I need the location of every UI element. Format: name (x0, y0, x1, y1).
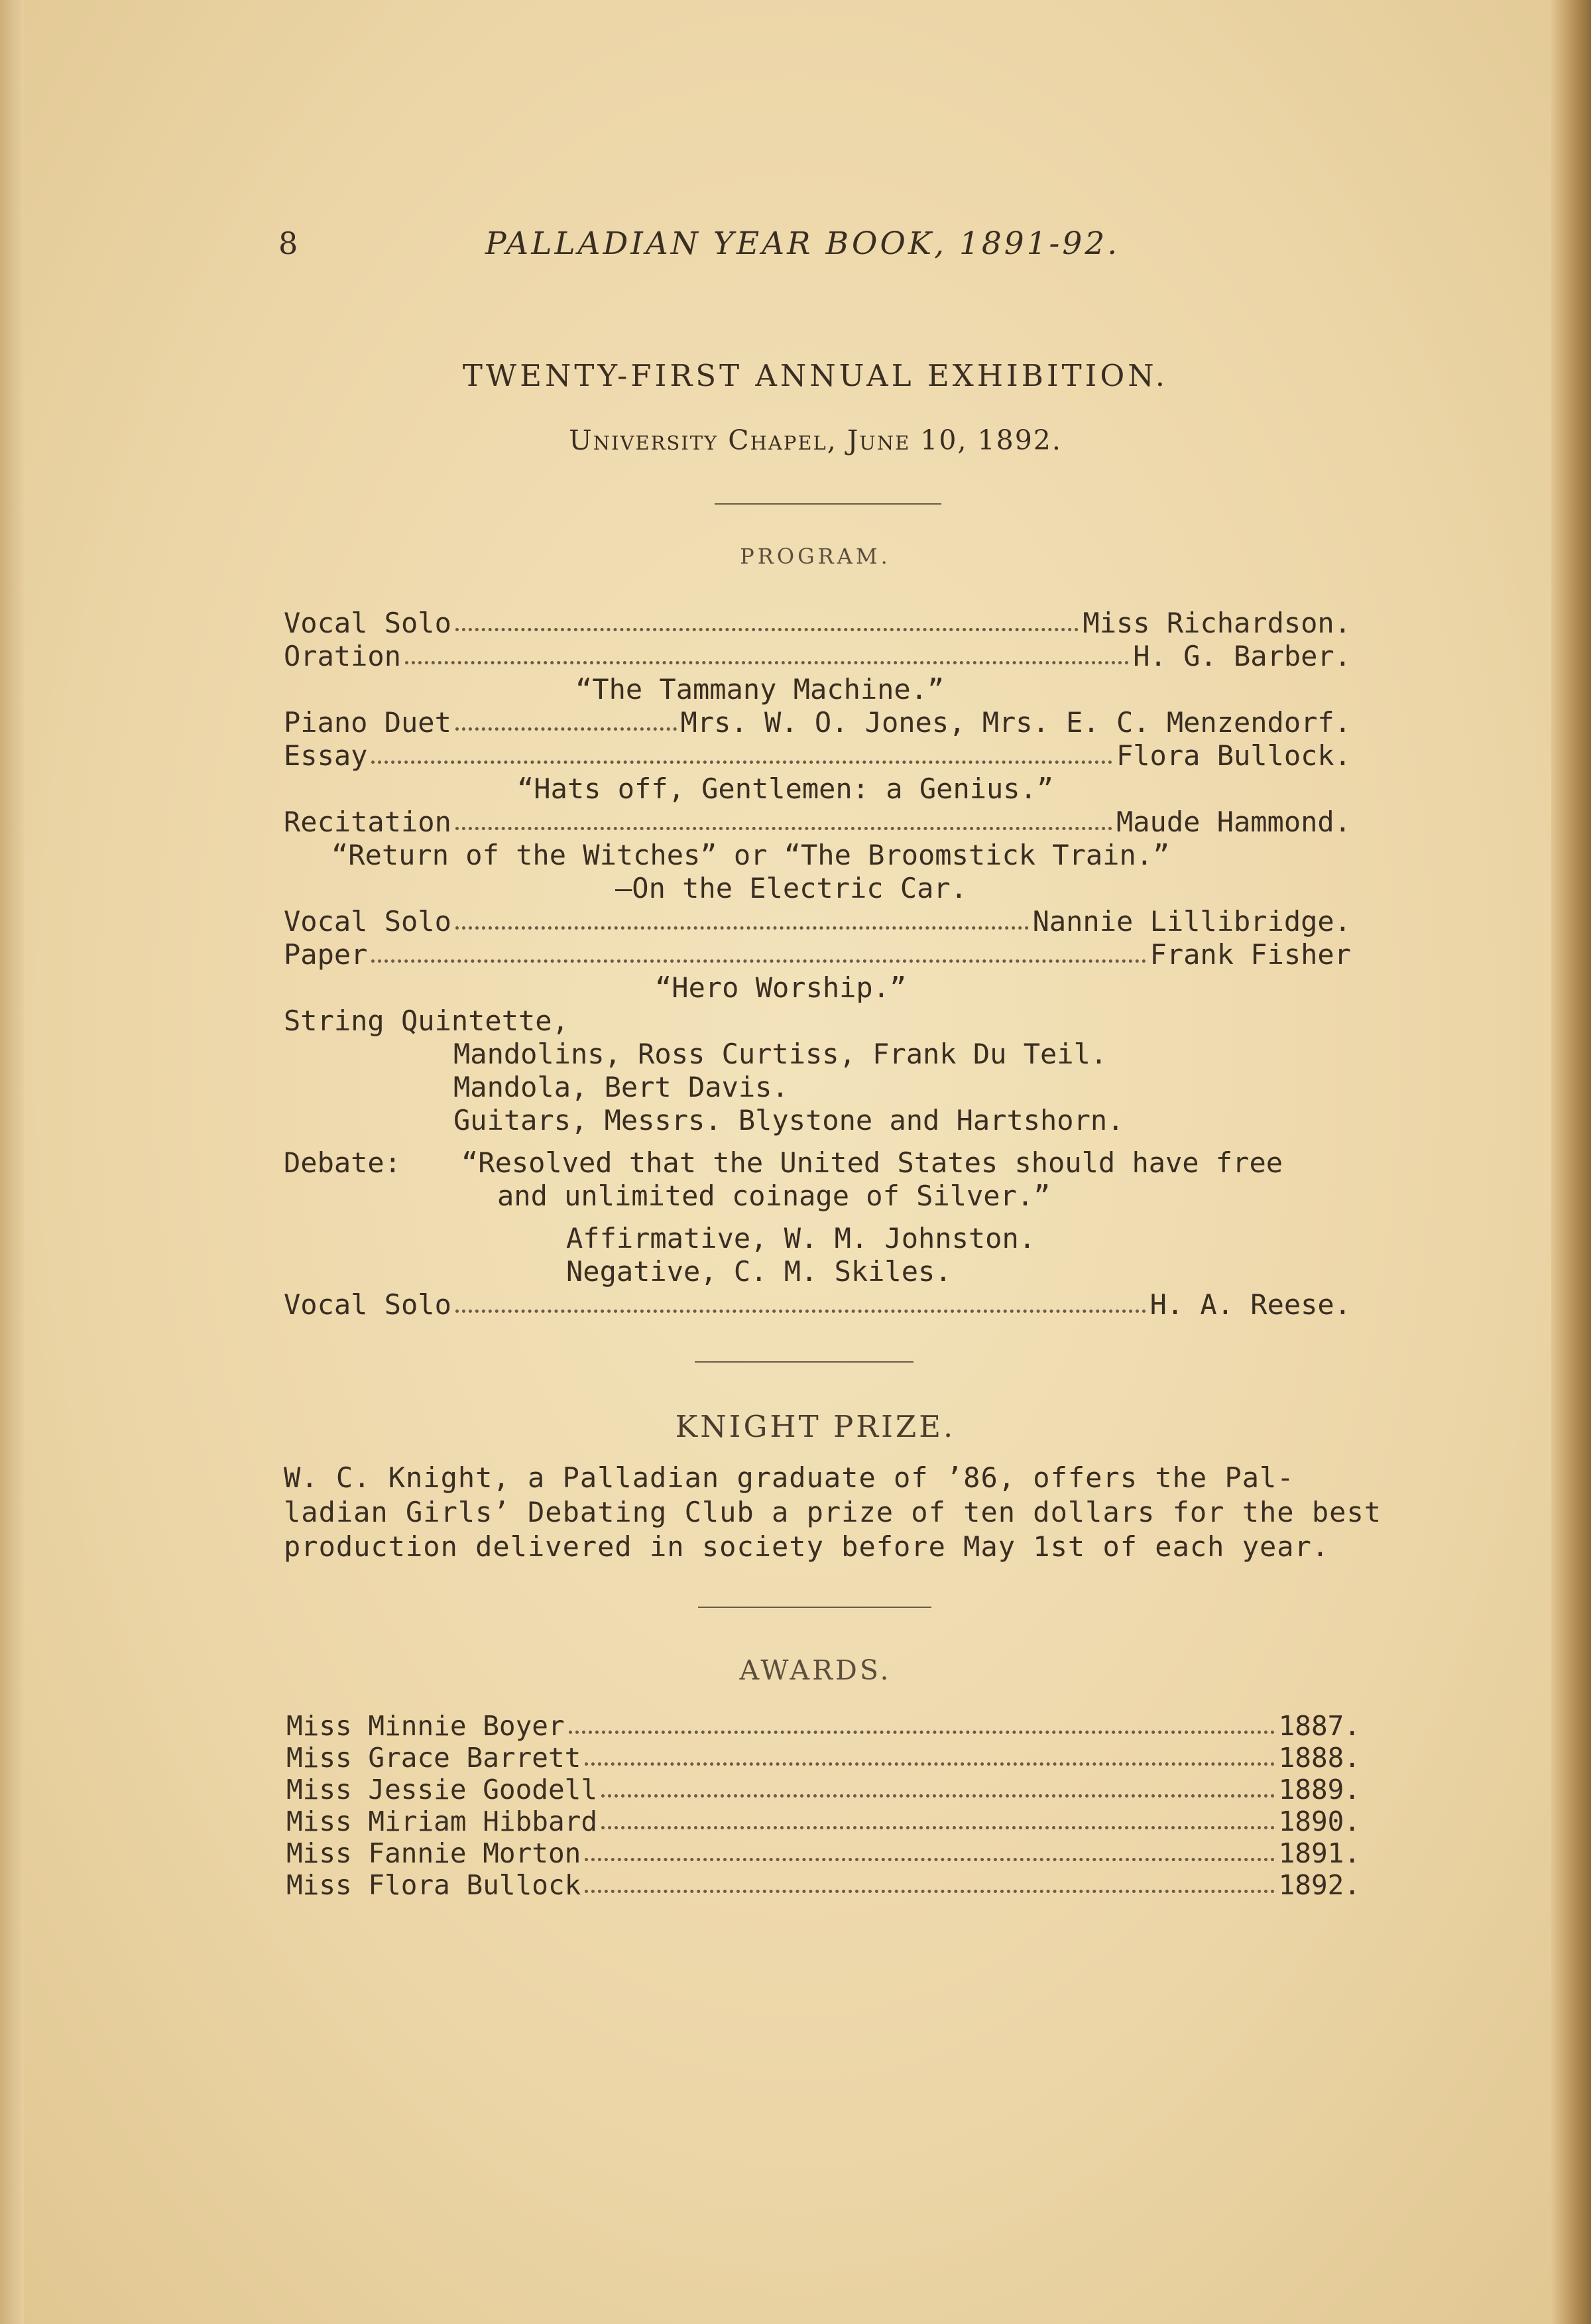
debate-negative: Negative, C. M. Skiles. (566, 1255, 952, 1288)
debate-affirmative: Affirmative, W. M. Johnston. (566, 1222, 1036, 1254)
program-entry (284, 904, 1351, 939)
award-year: 1891. (1278, 1837, 1360, 1869)
leader-dots (371, 739, 1112, 764)
program-entry-label: Vocal Solo (284, 1288, 451, 1321)
awards-heading: AWARDS. (739, 1654, 892, 1686)
program-entry-performer: Maude Hammond. (1116, 806, 1351, 838)
program-entry-performer: H. G. Barber. (1133, 640, 1351, 672)
award-name: Miss Grace Barrett (286, 1742, 581, 1774)
award-year: 1892. (1278, 1869, 1360, 1901)
program-entry-performer: Frank Fisher (1149, 938, 1351, 971)
program-heading: PROGRAM. (740, 544, 891, 569)
quintette-line: Mandola, Bert Davis. (453, 1071, 789, 1103)
knight-prize-line: W. C. Knight, a Palladian graduate of ’86, offers the Pal- (284, 1461, 1295, 1494)
program-entry (284, 739, 1351, 773)
quintette-line: Mandolins, Ross Curtiss, Frank Du Teil. (453, 1038, 1108, 1070)
program-entry (284, 606, 1351, 641)
program-subtitle: “The Tammany Machine.” (575, 673, 945, 705)
program-entry (284, 1288, 1351, 1322)
leader-dots (601, 1774, 1275, 1798)
exhibition-venue: University Chapel, June 10, 1892. (569, 424, 1062, 456)
award-year: 1889. (1278, 1774, 1360, 1805)
program-entry-performer: Nannie Lillibridge. (1032, 905, 1351, 938)
knight-prize-paragraph (284, 1461, 1382, 1564)
leader-dots (585, 1869, 1274, 1893)
program-entry (284, 705, 1351, 740)
award-year: 1887. (1278, 1710, 1360, 1742)
leader-dots (455, 1288, 1146, 1313)
leader-dots (371, 938, 1146, 963)
program-entry-label: Vocal Solo (284, 905, 451, 938)
divider (698, 1607, 931, 1608)
program-entry-label: Piano Duet (284, 706, 451, 739)
award-row (286, 1869, 1360, 1901)
program-entry-label: Paper (284, 938, 368, 971)
program-entry-label: Vocal Solo (284, 607, 451, 639)
debate-resolution-line: “Resolved that the United States should have free (461, 1146, 1283, 1179)
award-year: 1888. (1278, 1742, 1360, 1774)
award-name: Miss Minnie Boyer (286, 1710, 565, 1742)
knight-prize-heading: KNIGHT PRIZE. (675, 1409, 956, 1444)
program-entry-label: Recitation (284, 806, 451, 838)
leader-dots (601, 1805, 1275, 1829)
program-entry (284, 805, 1351, 839)
program-subtitle: —On the Electric Car. (615, 872, 968, 904)
debate-resolution-line: and unlimited coinage of Silver.” (497, 1180, 1051, 1212)
divider (695, 1361, 913, 1363)
program-entry (284, 639, 1351, 674)
program-entry-performer: H. A. Reese. (1149, 1288, 1351, 1321)
program-entry-label: Essay (284, 739, 368, 772)
program-subtitle: “Hats off, Gentlemen: a Genius.” (517, 772, 1054, 805)
quintette-label: String Quintette, (284, 1005, 569, 1037)
award-name: Miss Jessie Goodell (286, 1774, 597, 1805)
running-title: PALLADIAN YEAR BOOK, 1891-92. (485, 225, 1120, 262)
debate-label: Debate: (284, 1146, 402, 1179)
exhibition-title: TWENTY-FIRST ANNUAL EXHIBITION. (462, 358, 1169, 393)
quintette-line: Guitars, Messrs. Blystone and Hartshorn. (453, 1104, 1124, 1136)
program-subtitle: “Return of the Witches” or “The Broomstick Train.” (331, 839, 1170, 871)
award-name: Miss Fannie Morton (286, 1837, 581, 1869)
knight-prize-line: ladian Girls’ Debating Club a prize of ten dollars for the best (284, 1496, 1382, 1528)
award-row (286, 1805, 1360, 1837)
leader-dots (585, 1837, 1274, 1861)
program-entry-performer: Flora Bullock. (1116, 739, 1351, 772)
leader-dots (455, 904, 1029, 930)
program-entry-label: Oration (284, 640, 402, 672)
award-row (286, 1742, 1360, 1774)
leader-dots (585, 1742, 1274, 1766)
program-entry (284, 938, 1351, 972)
program-subtitle: “Hero Worship.” (655, 971, 907, 1004)
leader-dots (455, 805, 1112, 830)
award-row (286, 1710, 1360, 1742)
program-entry-performer: Miss Richardson. (1083, 607, 1351, 639)
leader-dots (569, 1710, 1275, 1734)
running-head (278, 225, 1153, 272)
award-name: Miss Flora Bullock (286, 1869, 581, 1901)
award-name: Miss Miriam Hibbard (286, 1805, 597, 1837)
award-year: 1890. (1278, 1805, 1360, 1837)
page-number: 8 (278, 225, 298, 261)
program-entry-performer: Mrs. W. O. Jones, Mrs. E. C. Menzendorf. (680, 706, 1351, 739)
leader-dots (455, 705, 677, 731)
leader-dots (405, 639, 1129, 664)
knight-prize-line: production delivered in society before May 1st of each year. (284, 1530, 1330, 1563)
award-row (286, 1837, 1360, 1869)
divider (715, 503, 941, 505)
leader-dots (455, 606, 1079, 631)
award-row (286, 1774, 1360, 1805)
